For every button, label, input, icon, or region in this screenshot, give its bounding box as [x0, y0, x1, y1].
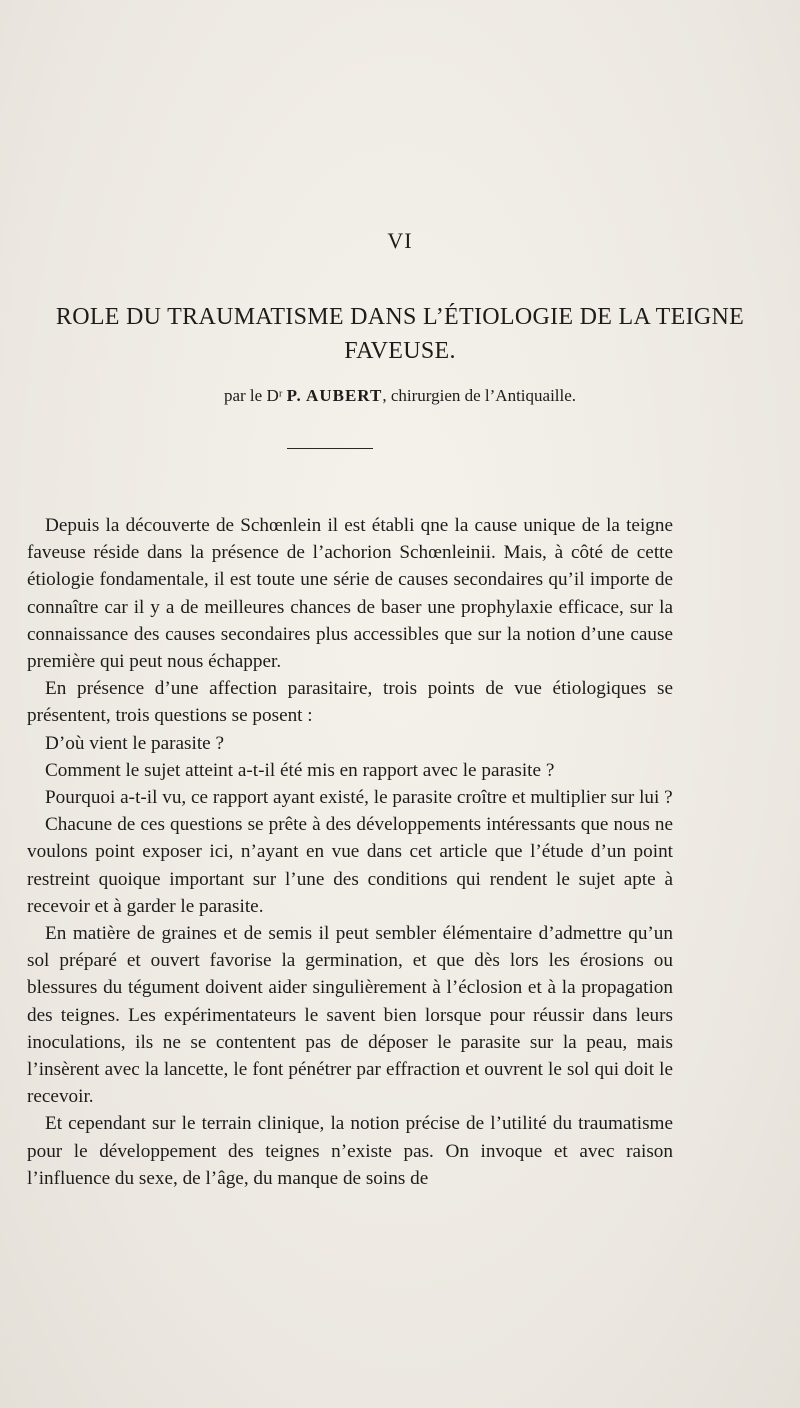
paragraph: Chacune de ces questions se prête à des développements intéressants que nous ne voulons point exposer ici, n’ayant en vue dans cet article que l’étude d’un point restreint quoique important sur l’une des conditions qui rendent le sujet apte à recevoir et à garder le parasite.	[27, 814, 673, 917]
title-divider	[287, 448, 373, 449]
byline	[0, 386, 800, 406]
paragraph: Comment le sujet atteint a-t-il été mis en rapport avec le parasite ?	[45, 759, 555, 781]
title-line-1: ROLE DU TRAUMATISME DANS L’ÉTIOLOGIE DE LA TEIGNE	[55, 304, 745, 330]
chapter-number: VI	[387, 228, 413, 253]
byline-prefix: par le Dʳ	[223, 386, 283, 405]
paragraph: Et cependant sur le terrain clinique, la notion précise de l’utilité du traumatisme pour le développement des teignes n’existe pas. On invoque et avec raison l’influence du sexe, de l’âge, du manque de soins de	[27, 1113, 673, 1189]
author-name: P. AUBERT	[286, 386, 383, 405]
author-role: , chirurgien de l’Antiquaille.	[382, 386, 577, 405]
title-line-2: FAVEUSE.	[344, 338, 456, 364]
paragraph: En matière de graines et de semis il peut sembler élémentaire d’admettre qu’un sol préparé et ouvert favorise la germination, et que dès lors les érosions ou blessures du tégument doivent aider singulièrement à l’éclosion et à la propagation des teignes. Les expérimentateurs le savent bien lorsque pour réussir dans leurs inoculations, ils ne se contentent pas de déposer le parasite sur la peau, mais l’insèrent avec la lancette, le font pénétrer par effraction et ouvrent le sol qui doit le recevoir.	[27, 923, 673, 1108]
paragraph: En présence d’une affection parasitaire, trois points de vue étiologiques se présentent, trois questions se posent :	[27, 678, 673, 727]
article-title	[30, 300, 770, 368]
article-body	[27, 512, 673, 1192]
paragraph: Pourquoi a-t-il vu, ce rapport ayant existé, le parasite croître et multiplier sur lui ?	[45, 787, 673, 809]
paragraph: Depuis la découverte de Schœnlein il est établi qne la cause unique de la teigne faveuse réside dans la présence de l’achorion Schœnleinii. Mais, à côté de cette étiologie fondamentale, il est toute une série de causes secondaires qu’il importe de connaître car il y a de meilleures chances de baser une prophylaxie efficace, sur la connaissance des causes secondaires plus accessibles que sur la notion d’une cause première qui peut nous échapper.	[27, 515, 673, 673]
paragraph: D’où vient le parasite ?	[45, 732, 225, 754]
